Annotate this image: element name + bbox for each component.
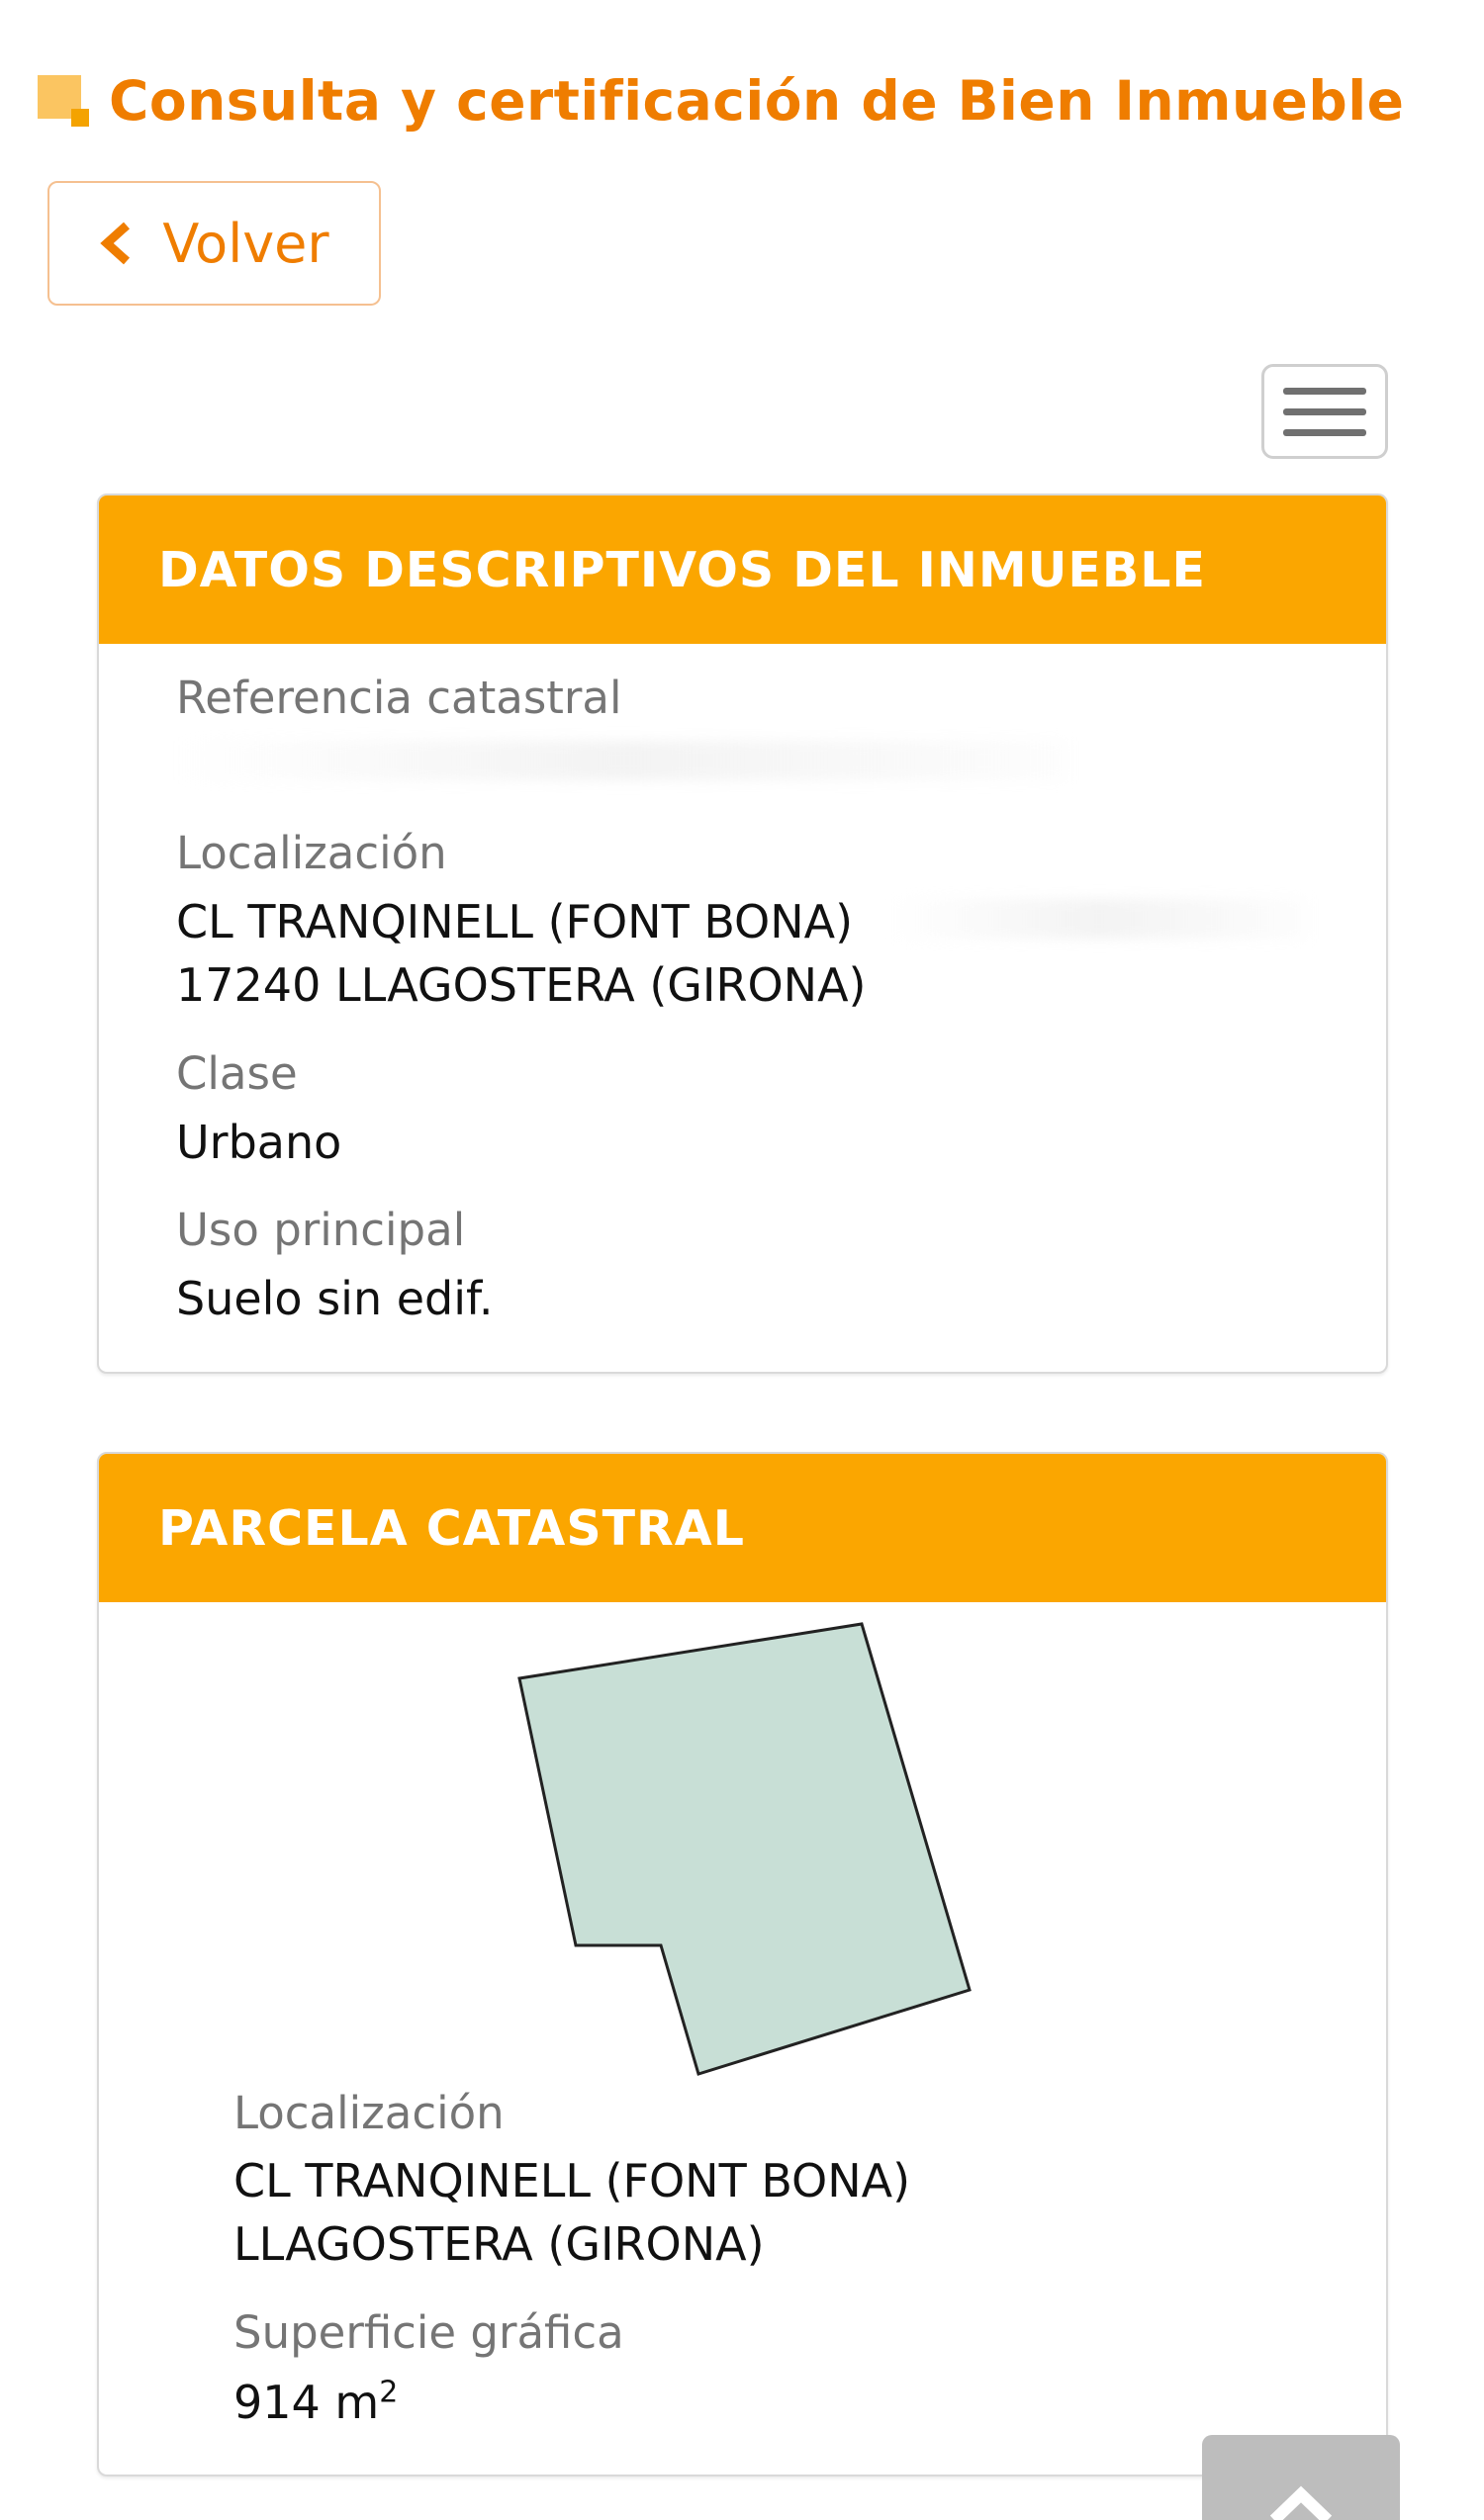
parcel-location-label: Localización <box>233 2087 505 2139</box>
page-title: Consulta y certificación de Bien Inmueble <box>109 69 1405 133</box>
back-button-label: Volver <box>162 212 329 275</box>
chevron-left-icon <box>99 222 133 265</box>
cadastral-parcel-panel <box>97 1452 1388 2476</box>
parcel-location-line-2: LLAGOSTERA (GIRONA) <box>233 2217 765 2271</box>
cadastral-parcel-heading: PARCELA CATASTRAL <box>99 1454 1386 1602</box>
location-line-2: 17240 LLAGOSTERA (GIRONA) <box>176 958 867 1012</box>
descriptive-data-panel <box>97 494 1388 1374</box>
catastro-logo-icon <box>38 75 89 127</box>
parcel-location-line-1: CL TRANQINELL (FONT BONA) <box>233 2154 911 2207</box>
back-button[interactable] <box>47 181 381 306</box>
descriptive-data-heading: DATOS DESCRIPTIVOS DEL INMUEBLE <box>99 495 1386 644</box>
hamburger-menu-icon[interactable] <box>1261 364 1388 459</box>
class-value: Urbano <box>176 1116 342 1169</box>
main-use-value: Suelo sin edif. <box>176 1272 494 1325</box>
cadastral-reference-redacted <box>176 741 1067 780</box>
location-label: Localización <box>176 827 447 879</box>
graphic-area-label: Superficie gráfica <box>233 2306 624 2359</box>
arrow-up-icon <box>1266 2482 1336 2520</box>
page-header <box>38 69 1404 133</box>
class-label: Clase <box>176 1047 298 1100</box>
cadastral-reference-label: Referencia catastral <box>176 672 622 724</box>
scroll-to-top-button[interactable] <box>1202 2435 1400 2520</box>
graphic-area-value: 914 $m^2$ <box>233 2375 399 2429</box>
location-line-1: CL TRANQINELL (FONT BONA) <box>176 895 854 948</box>
parcel-shape <box>519 1624 970 2074</box>
main-use-label: Uso principal <box>176 1204 466 1256</box>
location-redacted <box>890 899 1306 939</box>
